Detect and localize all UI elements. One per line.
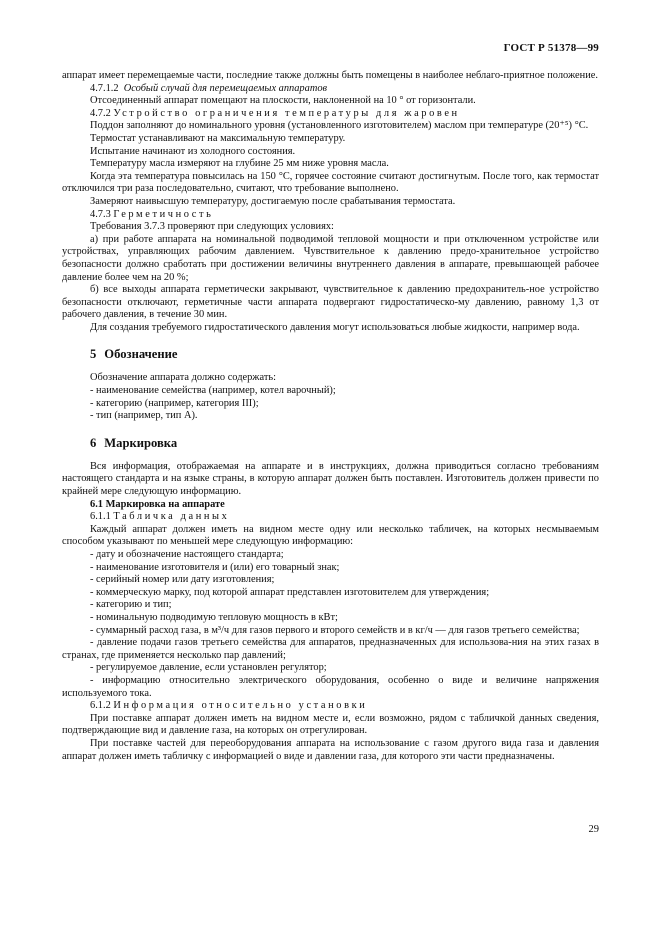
section-heading: [90, 436, 599, 451]
paragraph: Вся информация, отображаемая на аппарате и в инструкциях, должна приводиться согласно требованиям настоящего стандарта и на языке страны, в которую аппарат должен быть поставлен. Изготовитель должен привести по крайней мере следующую информацию.: [62, 460, 599, 498]
clause-number: 6.1.2: [90, 700, 111, 712]
paragraph: Термостат устанавливают на максимальную температуру.: [90, 132, 346, 144]
list-item: - категорию и тип;: [90, 599, 172, 611]
list-item: - суммарный расход газа, в м³/ч для газов первого и второго семейств и в кг/ч — для газов третьего семейства;: [90, 624, 580, 636]
clause-title: Особый случай для перемещаемых аппаратов: [123, 82, 328, 94]
list-item: - номинальную подводимую тепловую мощность в кВт;: [90, 611, 338, 623]
paragraph: Каждый аппарат должен иметь на видном месте одну или несколько табличек, на которых несмываемым способом указывают по меньшей мере следующую информацию:: [62, 523, 599, 548]
list-item: - коммерческую марку, под которой аппарат представлен изготовителем для утверждения;: [90, 586, 490, 598]
clause-heading: [62, 511, 599, 524]
paragraph: а) при работе аппарата на номинальной подводимой тепловой мощности и при отключенном устройстве или устройствах, управляющих рабочим давлением. Чувствительное к давлению предо-хранительное устройство безопасности должно сработать при достижении величины внутреннего давления в аппарате, превышающей рабочее давление более чем на 20 %;: [62, 233, 599, 283]
section-title: Маркировка: [104, 435, 178, 450]
clause-title: Табличка данных: [113, 511, 230, 523]
clause-number: 4.7.2: [90, 107, 111, 119]
section-number: 6: [90, 435, 97, 450]
paragraph: Испытание начинают из холодного состояния.: [90, 145, 296, 157]
clause-number: 4.7.1.2: [90, 82, 119, 94]
document-body: [62, 70, 599, 763]
section-title: Обозначение: [104, 347, 178, 362]
clause-heading: [62, 108, 599, 121]
list-item: - дату и обозначение настоящего стандарта;: [90, 549, 284, 560]
section-heading: [90, 347, 599, 362]
clause-heading: [62, 700, 599, 713]
list-item: - давление подачи газов третьего семейства для аппаратов, предназначенных для использова-ния на этих газах в странах, где применяется несколько пар давлений;: [62, 637, 599, 661]
section-number: 5: [90, 347, 97, 362]
list-item: - регулируемое давление, если установлен регулятор;: [90, 662, 327, 674]
paragraph: аппарат имеет перемещаемые части, последние также должны быть помещены в наиболее неблаго-приятное положение.: [62, 70, 598, 81]
list-item: - категорию (например, категория III);: [90, 397, 259, 409]
paragraph: При поставке частей для переоборудования аппарата на использование с газом другого вида газа и давления аппарат должен иметь табличку с информацией о виде и давлении газа, для которого эти части предназначены.: [62, 737, 599, 762]
paragraph: Температуру масла измеряют на глубине 25 мм ниже уровня масла.: [90, 158, 389, 170]
paragraph: Поддон заполняют до номинального уровня (установленного изготовителем) маслом при температуре (20⁺⁵) °С.: [90, 120, 589, 132]
clause-title: Устройство ограничения температуры для жаровен: [113, 107, 460, 119]
paragraph: Для создания требуемого гидростатического давления могут использоваться любые жидкости, например вода.: [90, 321, 580, 333]
list-item: - наименование изготовителя и (или) его товарный знак;: [90, 561, 340, 573]
page-number: 29: [588, 824, 599, 835]
clause-title: Информация относительно установки: [113, 700, 368, 712]
clause-title: Герметичность: [113, 208, 214, 220]
paragraph: Когда эта температура повысилась на 150 °С, горячее состояние считают достигнутым. После того, как термостат отключился три раза последовательно, считают, что требование выполнено.: [62, 170, 599, 195]
clause-number: 4.7.3: [90, 208, 111, 220]
paragraph: Замеряют наивысшую температуру, достигаемую после срабатывания термостата.: [90, 195, 456, 207]
paragraph: б) все выходы аппарата герметически закрывают, чувствительное к давлению предохранитель-ное устройство безопасности отключают, герметичные части аппарата подвергают гидростатическо-му давлению, равному 1,3 от рабочего давления, в течение 30 мин.: [62, 284, 599, 321]
list-item: - наименование семейства (например, котел варочный);: [90, 385, 336, 397]
subsection-heading: 6.1 Маркировка на аппарате: [90, 498, 225, 510]
list-item: - информацию относительно электрического оборудования, особенно о виде и величине напряжения используемого тока.: [62, 674, 599, 699]
clause-heading: [62, 83, 599, 96]
list-item: - тип (например, тип А).: [90, 410, 198, 422]
paragraph: Обозначение аппарата должно содержать:: [90, 372, 276, 384]
clause-number: 6.1.1: [90, 511, 111, 523]
paragraph: При поставке аппарат должен иметь на видном месте и, если возможно, рядом с табличкой данных сведения, подтверждающие вид и давление газа, на которых он отрегулирован.: [62, 712, 599, 737]
list-item: - серийный номер или дату изготовления;: [90, 574, 275, 586]
paragraph: Отсоединенный аппарат помещают на плоскости, наклоненной на 10 ° от горизонтали.: [90, 95, 476, 107]
clause-heading: [62, 209, 599, 222]
document-header: ГОСТ Р 51378—99: [503, 42, 599, 54]
paragraph: Требования 3.7.3 проверяют при следующих условиях:: [90, 221, 334, 233]
